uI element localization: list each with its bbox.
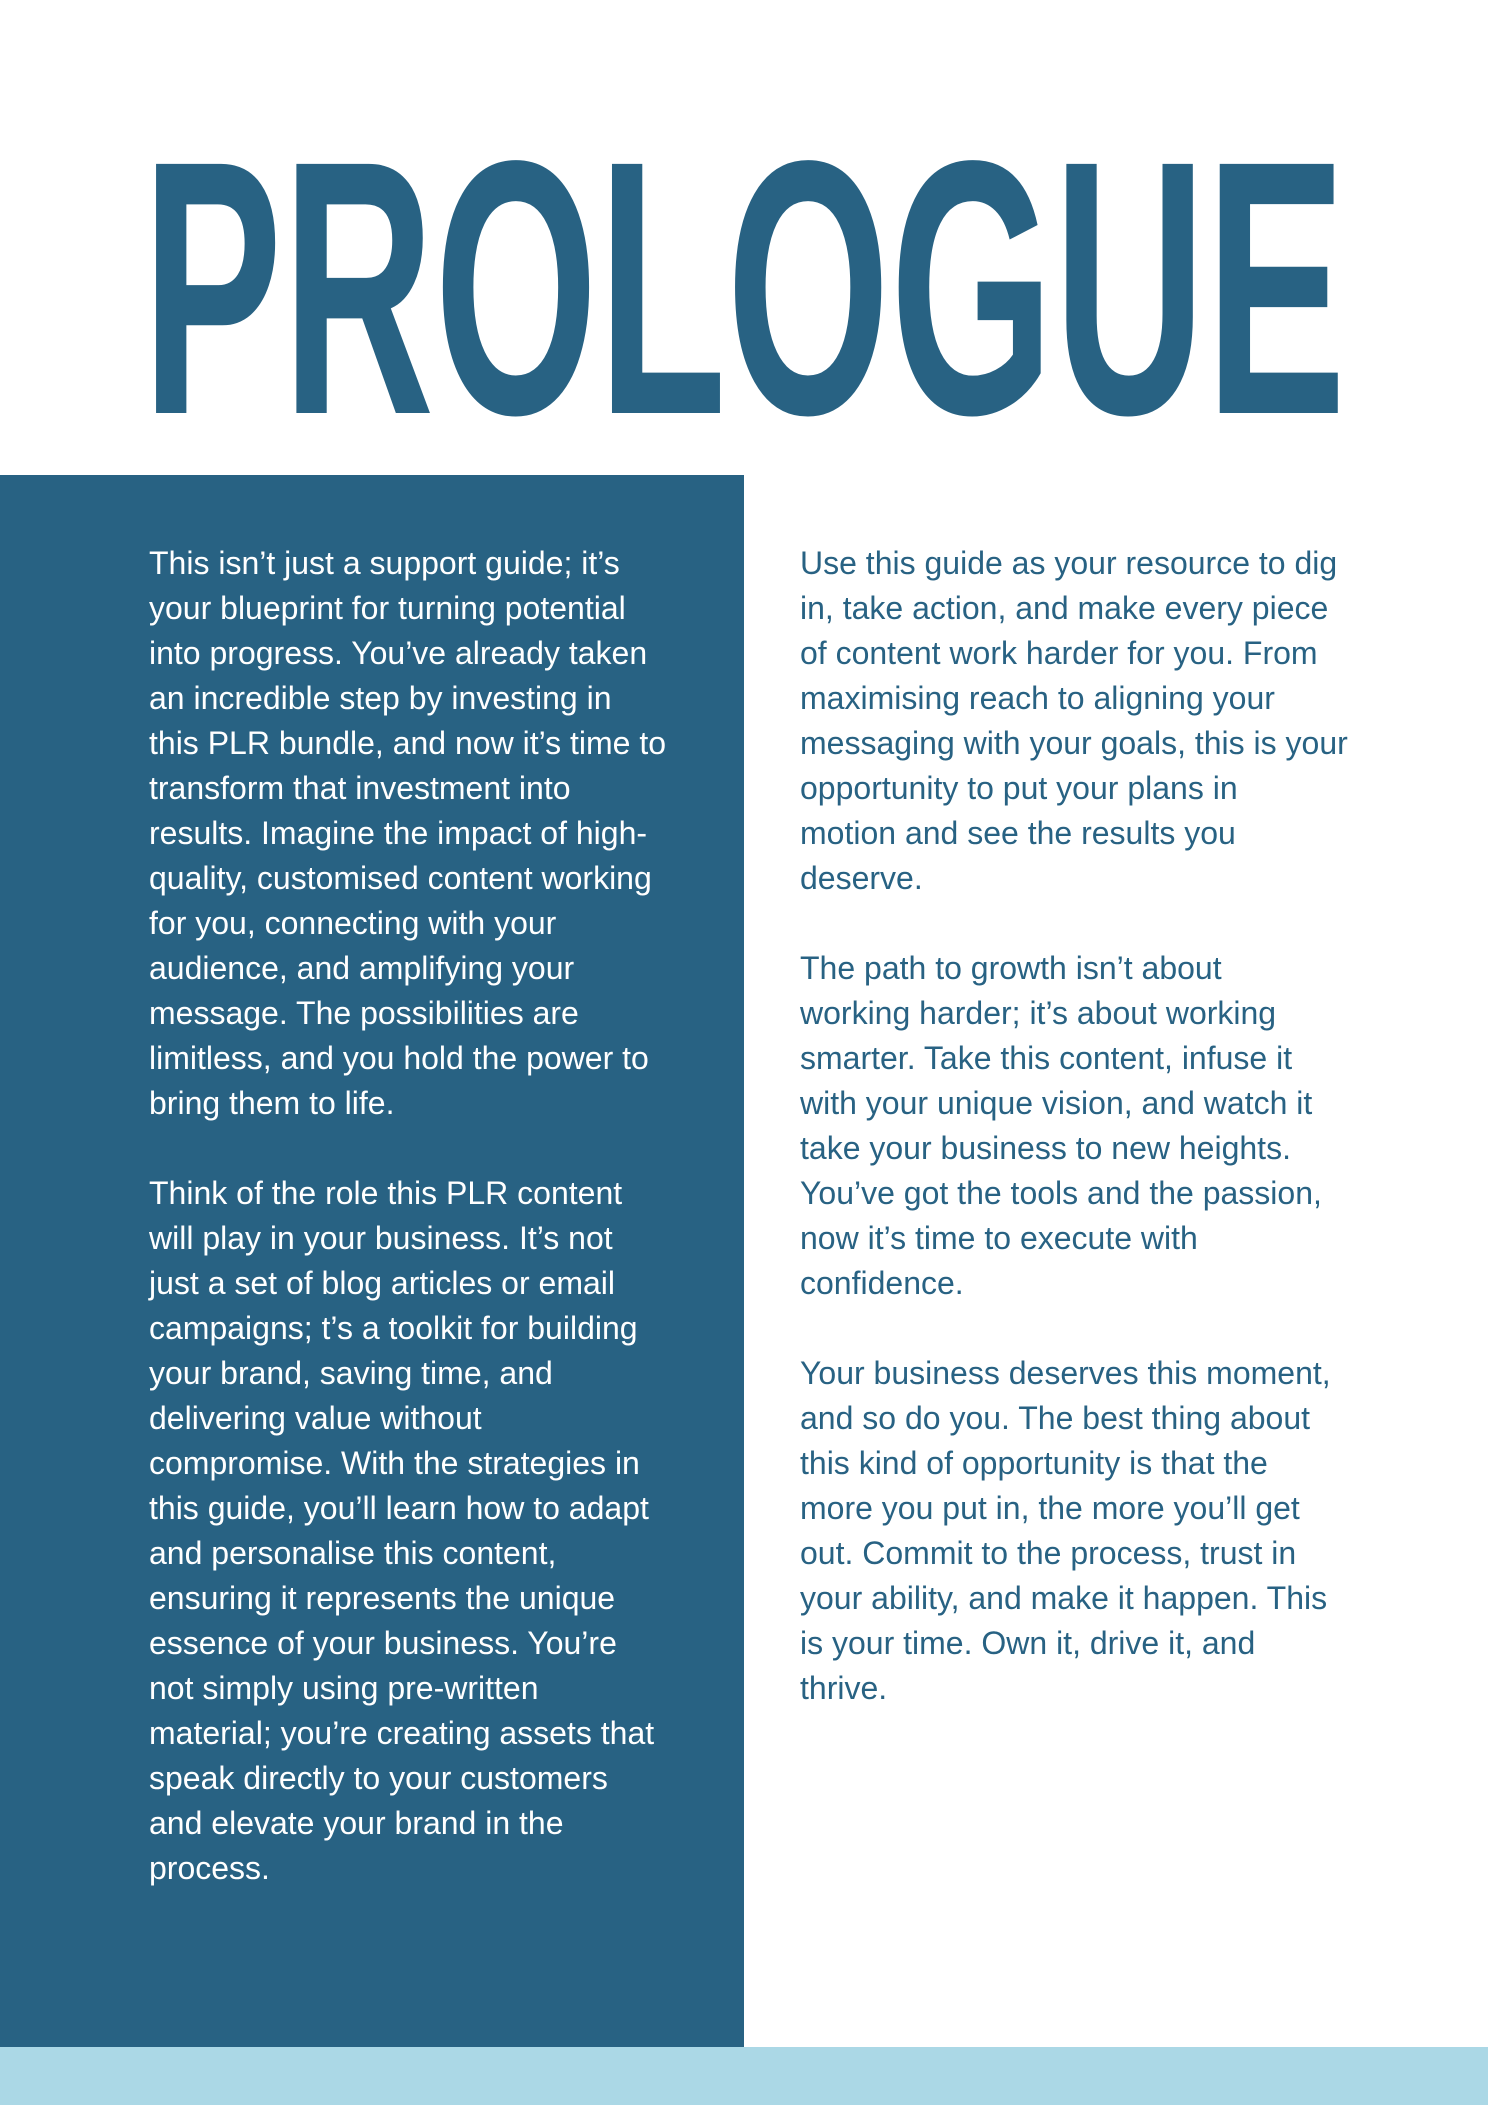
page-title-block xyxy=(0,110,1488,430)
right-column xyxy=(800,541,1400,1756)
right-paragraph-2: The path to growth isn’t about working harder; it’s about working smarter. Take this content, infuse it with your unique vision, and watch it take your business to new heights. You’ve got the tools and the passion, now it’s time to execute with confidence. xyxy=(800,950,1322,1301)
left-paragraph-2: Think of the role this PLR content will play in your business. It’s not just a set of blog articles or email campaigns; t’s a toolkit for building your brand, saving time, and delivering value without compromise. With the strategies in this guide, you’ll learn how to adapt and personalise this content, ensuring it represents the unique essence of your business. You’re not simply using pre-written material; you’re creating assets that speak directly to your customers and elevate your brand in the process. xyxy=(149,1175,655,1886)
footer-band xyxy=(0,2047,1488,2105)
right-paragraph-3: Your business deserves this moment, and so do you. The best thing about this kind of opportunity is that the more you put in, the more you’ll get out. Commit to the process, trust in your ability, and make it happen. This is your time. Own it, drive it, and thrive. xyxy=(800,1355,1331,1706)
left-paragraph-1: This isn’t just a support guide; it’s your blueprint for turning potential into progress. You’ve already taken an incredible step by investing in this PLR bundle, and now it’s time to transform that investment into results. Imagine the impact of high- quality, customised content working for you, connecting with your audience, and amplifying your message. The possibilities are limitless, and you hold the power to bring them to life. xyxy=(149,545,667,1121)
left-column xyxy=(149,541,709,1936)
right-paragraph-1: Use this guide as your resource to dig in, take action, and make every piece of content work harder for you. From maximising reach to aligning your messaging with your goals, this is your opportunity to put your plans in motion and see the results you deserve. xyxy=(800,545,1348,896)
page-title: PROLOGUE xyxy=(142,110,1347,430)
page-title-graphic xyxy=(0,110,1488,430)
